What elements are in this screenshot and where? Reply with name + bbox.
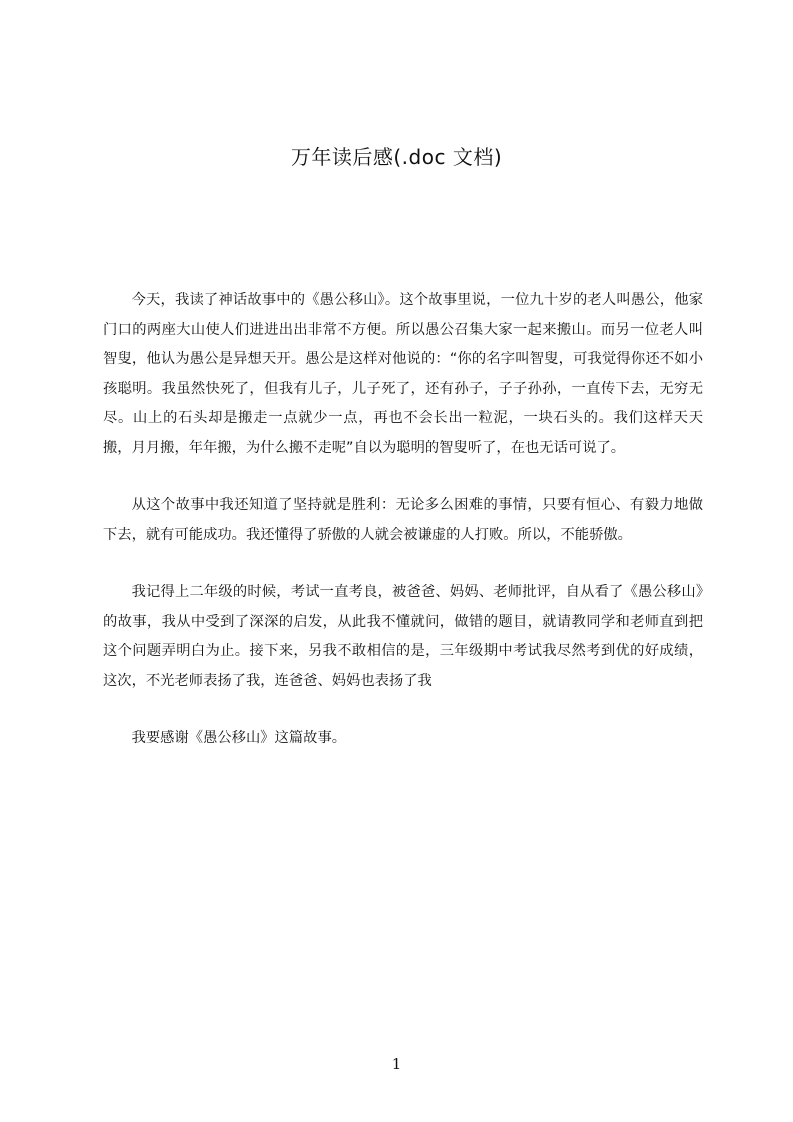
paragraph-lesson: 从这个故事中我还知道了坚持就是胜利：无论多么困难的事情，只要有恒心、有毅力地做下去，就有可能成功。我还懂得了骄傲的人就会被谦虚的人打败。所以，不能骄傲。 xyxy=(103,497,703,543)
page-number: 1 xyxy=(391,1055,402,1073)
document-body xyxy=(103,286,703,782)
paragraph-story-summary: 今天，我读了神话故事中的《愚公移山》。这个故事里说，一位九十岁的老人叫愚公，他家门口的两座大山使人们进进出出非常不方便。所以愚公召集大家一起来搬山。而另一位老人叫智叟，他认为愚公是异想天开。愚公是这样对他说的：“你的名字叫智叟，可我觉得你还不如小孩聪明。我虽然快死了，但我有儿子，儿子死了，还有孙子，子子孙孙，一直传下去，无穷无尽。山上的石头却是搬走一点就少一点，再也不会长出一粒泥，一块石头的。我们这样天天搬，月月搬，年年搬，为什么搬不走呢”自以为聪明的智叟听了，在也无话可说了。 xyxy=(103,292,703,456)
paragraph-personal-experience: 我记得上二年级的时候，考试一直考良，被爸爸、妈妈、老师批评，自从看了《愚公移山》的故事，我从中受到了深深的启发，从此我不懂就问，做错的题目，就请教同学和老师直到把这个问题弄明白为止。接下来，另我不敢相信的是，三年级期中考试我尽然考到优的好成绩，这次，不光老师表扬了我，连爸爸、妈妈也表扬了我 xyxy=(103,584,703,689)
paragraph-closing: 我要感谢《愚公移山》这篇故事。 xyxy=(131,730,347,746)
document-title: 万年读后感(.doc 文档) xyxy=(290,145,503,169)
